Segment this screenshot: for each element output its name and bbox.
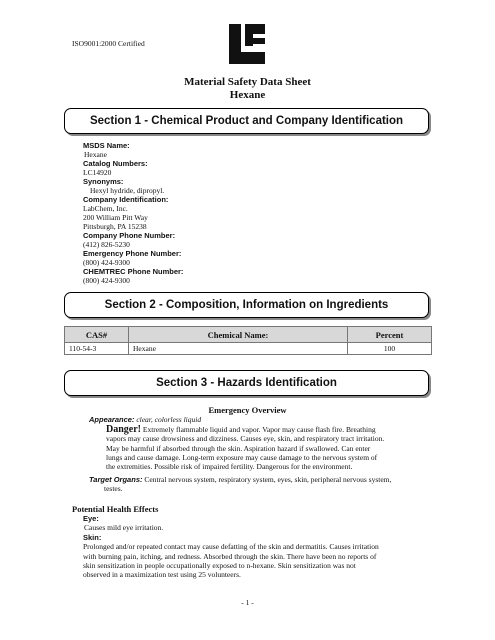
col-name-header: Chemical Name: <box>129 327 348 343</box>
company-phone-value: (412) 826-5230 <box>83 240 130 249</box>
company-address-1: 200 William Pitt Way <box>83 213 148 222</box>
cas-cell: 110-54-3 <box>65 343 129 355</box>
target-organs <box>89 475 391 494</box>
page-number: - 1 - <box>241 598 254 607</box>
percent-cell: 100 <box>348 343 432 355</box>
emergency-phone-value: (800) 424-9300 <box>83 258 130 267</box>
skin-line: observed in a maximization test using 25 volunteers. <box>83 570 241 580</box>
eye-label: Eye: <box>83 514 99 523</box>
skin-line: Prolonged and/or repeated contact may cause defatting of the skin and dermatitis. Causes irritation <box>83 542 379 552</box>
danger-line: Extremely flammable liquid and vapor. Vapor may cause flash fire. Breathing <box>142 425 376 434</box>
danger-line: the extremities. Possible risk of impaired fertility. Dangerous for the environment. <box>106 462 353 472</box>
skin-line: skin sensitization in people occupationally exposed to n-hexane. Skin sensitization was not <box>83 560 356 570</box>
target-organs-label: Target Organs: <box>89 475 143 484</box>
appearance-value: clear, colorless liquid <box>136 415 202 424</box>
msds-name-value: Hexane <box>84 150 107 159</box>
emergency-phone-label: Emergency Phone Number: <box>83 249 182 258</box>
danger-signal-word: Danger! <box>106 424 141 435</box>
table-row <box>65 343 432 355</box>
chemical-name-cell: Hexane <box>129 343 348 355</box>
danger-line: vapors may cause drowsiness and dizziness. Causes eye, skin, and respiratory tract irritation. <box>106 434 385 444</box>
company-label: Company Identification: <box>83 195 169 204</box>
danger-line: lungs and cause damage. Long-term exposure may cause damage to the nervous system of <box>106 452 378 462</box>
section-1-heading: Section 1 - Chemical Product and Company Identification <box>64 108 429 134</box>
section-2-heading: Section 2 - Composition, Information on Ingredients <box>64 292 429 318</box>
chemtrec-phone-value: (800) 424-9300 <box>83 276 130 285</box>
skin-line: with burning pain, itching, and redness. Absorbed through the skin. There have been no reports of <box>83 551 377 561</box>
catalog-value: LC14920 <box>83 168 112 177</box>
catalog-label: Catalog Numbers: <box>83 159 148 168</box>
emergency-overview-heading: Emergency Overview <box>208 405 287 415</box>
ingredients-table <box>64 326 432 355</box>
danger-statement <box>106 425 384 471</box>
col-percent-header: Percent <box>348 327 432 343</box>
skin-label: Skin: <box>83 533 102 543</box>
appearance-line <box>89 415 201 424</box>
table-header-row <box>65 327 432 343</box>
appearance-label: Appearance: <box>89 415 135 424</box>
synonyms-label: Synonyms: <box>83 177 124 186</box>
potential-health-effects-heading: Potential Health Effects <box>72 504 159 514</box>
col-cas-header: CAS# <box>65 327 129 343</box>
synonyms-value: Hexyl hydride, dipropyl. <box>90 186 165 195</box>
eye-value: Causes mild eye irritation. <box>84 523 164 532</box>
section-3-heading: Section 3 - Hazards Identification <box>64 370 429 396</box>
target-organs-line: Central nervous system, respiratory system, eyes, skin, peripheral nervous system, <box>144 475 392 484</box>
document-title: Material Safety Data Sheet <box>184 76 311 88</box>
chemtrec-phone-label: CHEMTREC Phone Number: <box>83 267 184 276</box>
danger-line: May be harmful if absorbed through the skin. Aspiration hazard if swallowed. Can enter <box>106 443 371 453</box>
iso-certification: ISO9001:2000 Certified <box>72 39 145 48</box>
msds-name-label: MSDS Name: <box>83 141 130 150</box>
company-phone-label: Company Phone Number: <box>83 231 176 240</box>
health-effects-body <box>83 514 379 579</box>
labchem-logo <box>227 22 267 66</box>
company-address-2: Pittsburgh, PA 15238 <box>83 222 147 231</box>
target-organs-line: testes. <box>104 484 123 494</box>
document-subtitle: Hexane <box>229 89 266 101</box>
section-1-body <box>83 141 183 285</box>
company-name: LabChem, Inc. <box>83 204 128 213</box>
